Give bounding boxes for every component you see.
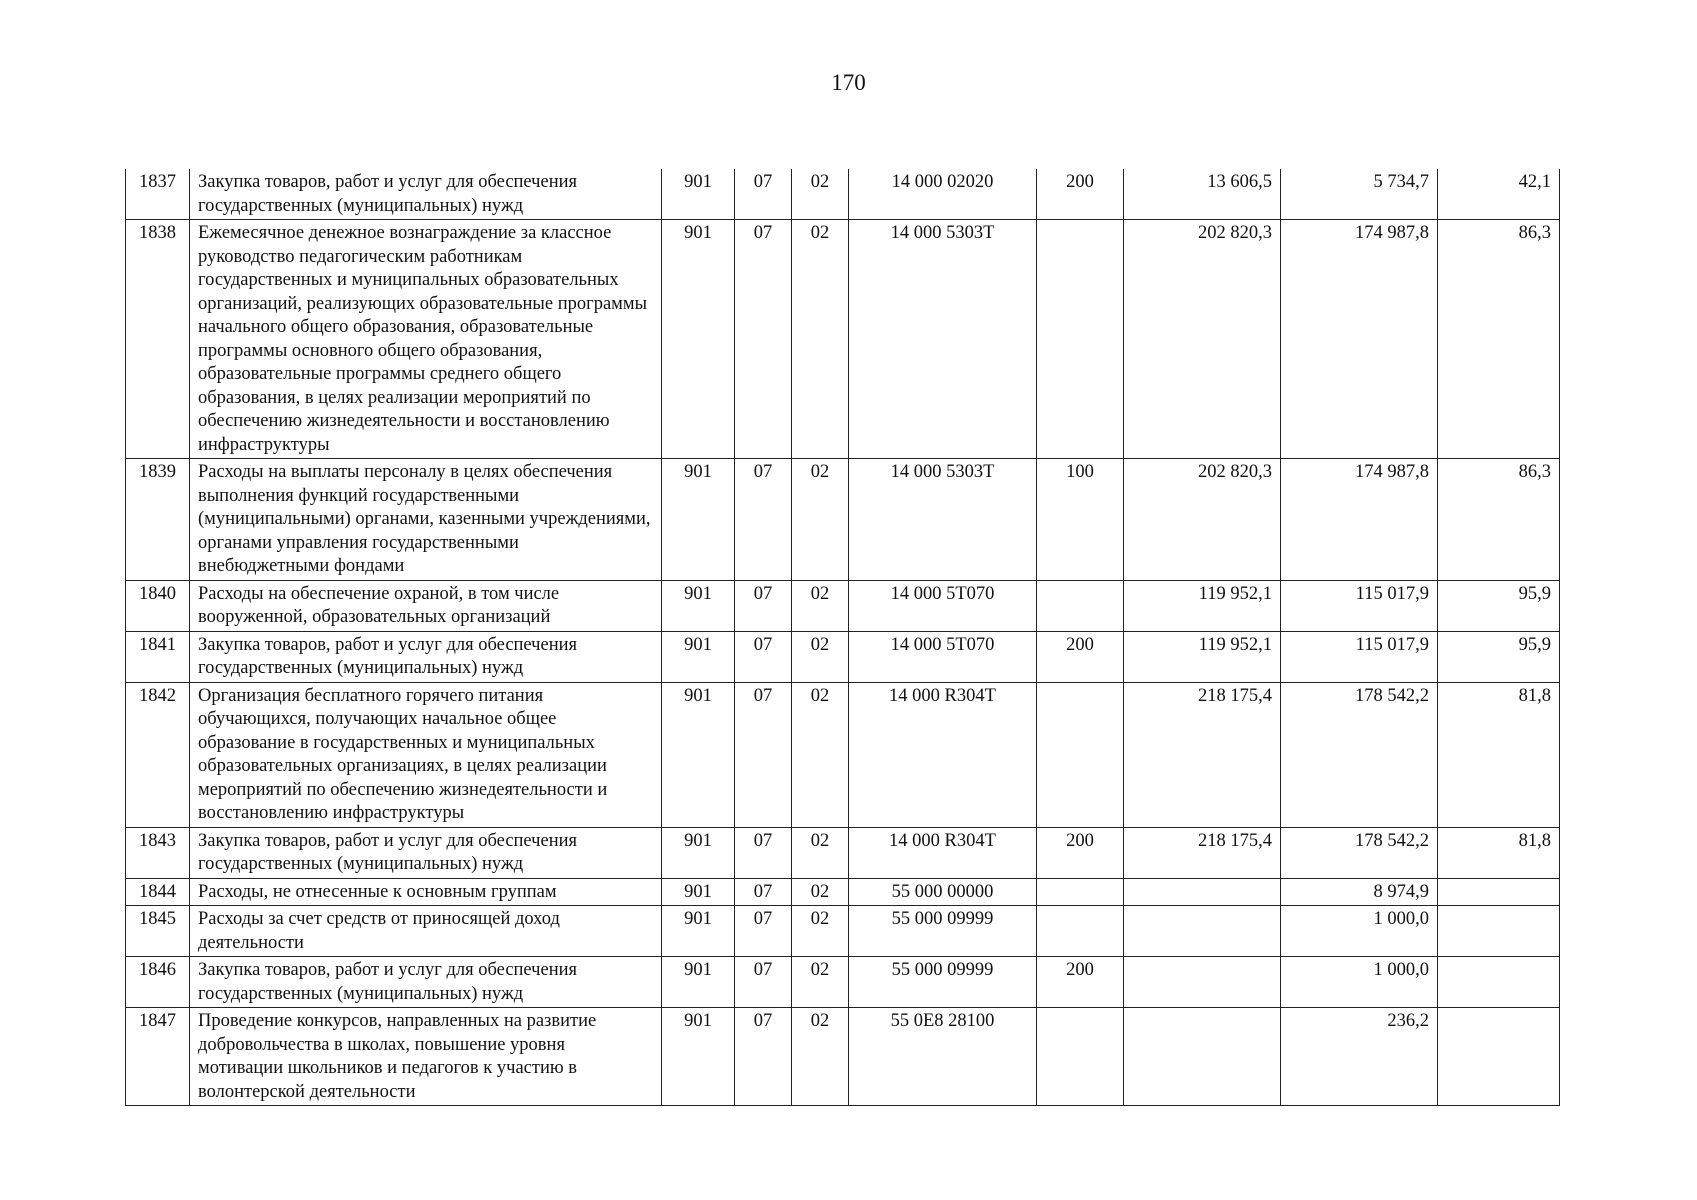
expense-name: Расходы, не отнесенные к основным группам xyxy=(190,878,662,906)
expense-type-code: 200 xyxy=(1037,957,1124,1008)
section-code: 07 xyxy=(735,957,792,1008)
ministry-code: 901 xyxy=(662,169,735,220)
subsection-code: 02 xyxy=(792,169,849,220)
subsection-code: 02 xyxy=(792,878,849,906)
ministry-code: 901 xyxy=(662,459,735,581)
subsection-code: 02 xyxy=(792,906,849,957)
row-number: 1843 xyxy=(126,827,190,878)
row-number: 1846 xyxy=(126,957,190,1008)
ministry-code: 901 xyxy=(662,631,735,682)
expense-name: Расходы на обеспечение охраной, в том числе вооруженной, образовательных организаций xyxy=(190,580,662,631)
expense-type-code: 100 xyxy=(1037,459,1124,581)
ministry-code: 901 xyxy=(662,906,735,957)
target-article-code: 14 000 5Т070 xyxy=(849,631,1037,682)
row-number: 1840 xyxy=(126,580,190,631)
executed-amount: 178 542,2 xyxy=(1281,682,1438,827)
executed-amount: 115 017,9 xyxy=(1281,631,1438,682)
section-code: 07 xyxy=(735,580,792,631)
section-code: 07 xyxy=(735,1008,792,1106)
execution-percent: 86,3 xyxy=(1438,459,1560,581)
executed-amount: 1 000,0 xyxy=(1281,906,1438,957)
table-row xyxy=(126,1008,1560,1106)
expense-type-code xyxy=(1037,878,1124,906)
ministry-code: 901 xyxy=(662,957,735,1008)
execution-percent xyxy=(1438,878,1560,906)
expense-type-code xyxy=(1037,1008,1124,1106)
table-row xyxy=(126,957,1560,1008)
planned-amount xyxy=(1124,957,1281,1008)
target-article-code: 14 000 5Т070 xyxy=(849,580,1037,631)
expense-type-code xyxy=(1037,580,1124,631)
ministry-code: 901 xyxy=(662,220,735,459)
table-row xyxy=(126,827,1560,878)
planned-amount: 202 820,3 xyxy=(1124,459,1281,581)
expense-name: Расходы на выплаты персоналу в целях обеспечения выполнения функций государственными (муниципальными) органами, казенными учреждениями, органами управления государственными внебюджетными фондами xyxy=(190,459,662,581)
row-number: 1845 xyxy=(126,906,190,957)
ministry-code: 901 xyxy=(662,827,735,878)
expense-type-code: 200 xyxy=(1037,169,1124,220)
subsection-code: 02 xyxy=(792,1008,849,1106)
row-number: 1838 xyxy=(126,220,190,459)
table-row xyxy=(126,682,1560,827)
row-number: 1841 xyxy=(126,631,190,682)
target-article-code: 55 000 09999 xyxy=(849,957,1037,1008)
execution-percent xyxy=(1438,957,1560,1008)
executed-amount: 5 734,7 xyxy=(1281,169,1438,220)
ministry-code: 901 xyxy=(662,580,735,631)
table-row xyxy=(126,459,1560,581)
execution-percent xyxy=(1438,1008,1560,1106)
section-code: 07 xyxy=(735,220,792,459)
section-code: 07 xyxy=(735,827,792,878)
planned-amount xyxy=(1124,878,1281,906)
row-number: 1837 xyxy=(126,169,190,220)
expense-name: Проведение конкурсов, направленных на развитие добровольчества в школах, повышение уровня мотивации школьников и педагогов к участию в волонтерской деятельности xyxy=(190,1008,662,1106)
planned-amount: 119 952,1 xyxy=(1124,580,1281,631)
target-article-code: 14 000 5303Т xyxy=(849,459,1037,581)
executed-amount: 236,2 xyxy=(1281,1008,1438,1106)
planned-amount: 218 175,4 xyxy=(1124,682,1281,827)
expense-type-code xyxy=(1037,220,1124,459)
execution-percent: 86,3 xyxy=(1438,220,1560,459)
subsection-code: 02 xyxy=(792,957,849,1008)
target-article-code: 55 0Е8 28100 xyxy=(849,1008,1037,1106)
target-article-code: 55 000 00000 xyxy=(849,878,1037,906)
table-row xyxy=(126,878,1560,906)
planned-amount: 119 952,1 xyxy=(1124,631,1281,682)
executed-amount: 1 000,0 xyxy=(1281,957,1438,1008)
section-code: 07 xyxy=(735,169,792,220)
target-article-code: 14 000 R304Т xyxy=(849,682,1037,827)
execution-percent: 81,8 xyxy=(1438,682,1560,827)
target-article-code: 14 000 R304Т xyxy=(849,827,1037,878)
executed-amount: 178 542,2 xyxy=(1281,827,1438,878)
subsection-code: 02 xyxy=(792,682,849,827)
executed-amount: 8 974,9 xyxy=(1281,878,1438,906)
expense-type-code: 200 xyxy=(1037,631,1124,682)
target-article-code: 14 000 02020 xyxy=(849,169,1037,220)
table-row xyxy=(126,220,1560,459)
subsection-code: 02 xyxy=(792,220,849,459)
expense-name: Организация бесплатного горячего питания обучающихся, получающих начальное общее образование в государственных и муниципальных образовательных организациях, в целях реализации мероприятий по обеспечению жизнедеятельности и восстановлению инфраструктуры xyxy=(190,682,662,827)
executed-amount: 115 017,9 xyxy=(1281,580,1438,631)
section-code: 07 xyxy=(735,631,792,682)
planned-amount xyxy=(1124,1008,1281,1106)
execution-percent: 95,9 xyxy=(1438,631,1560,682)
expense-type-code xyxy=(1037,906,1124,957)
execution-percent: 95,9 xyxy=(1438,580,1560,631)
planned-amount: 13 606,5 xyxy=(1124,169,1281,220)
table-row xyxy=(126,580,1560,631)
expense-type-code xyxy=(1037,682,1124,827)
expense-type-code: 200 xyxy=(1037,827,1124,878)
target-article-code: 55 000 09999 xyxy=(849,906,1037,957)
planned-amount: 218 175,4 xyxy=(1124,827,1281,878)
row-number: 1842 xyxy=(126,682,190,827)
expense-name: Ежемесячное денежное вознаграждение за классное руководство педагогическим работникам государственных и муниципальных образовательных организаций, реализующих образовательные программы начального общего образования, образовательные программы основного общего образования, образовательные программы среднего общего образования, в целях реализации мероприятий по обеспечению жизнедеятельности и восстановлению инфраструктуры xyxy=(190,220,662,459)
executed-amount: 174 987,8 xyxy=(1281,220,1438,459)
execution-percent xyxy=(1438,906,1560,957)
section-code: 07 xyxy=(735,878,792,906)
row-number: 1844 xyxy=(126,878,190,906)
planned-amount: 202 820,3 xyxy=(1124,220,1281,459)
planned-amount xyxy=(1124,906,1281,957)
section-code: 07 xyxy=(735,682,792,827)
expense-name: Расходы за счет средств от приносящей доход деятельности xyxy=(190,906,662,957)
table-row xyxy=(126,906,1560,957)
expense-name: Закупка товаров, работ и услуг для обеспечения государственных (муниципальных) нужд xyxy=(190,631,662,682)
row-number: 1839 xyxy=(126,459,190,581)
ministry-code: 901 xyxy=(662,878,735,906)
target-article-code: 14 000 5303Т xyxy=(849,220,1037,459)
execution-percent: 42,1 xyxy=(1438,169,1560,220)
execution-percent: 81,8 xyxy=(1438,827,1560,878)
expense-name: Закупка товаров, работ и услуг для обеспечения государственных (муниципальных) нужд xyxy=(190,827,662,878)
subsection-code: 02 xyxy=(792,459,849,581)
ministry-code: 901 xyxy=(662,682,735,827)
table-row xyxy=(126,631,1560,682)
subsection-code: 02 xyxy=(792,827,849,878)
section-code: 07 xyxy=(735,906,792,957)
expense-name: Закупка товаров, работ и услуг для обеспечения государственных (муниципальных) нужд xyxy=(190,169,662,220)
row-number: 1847 xyxy=(126,1008,190,1106)
section-code: 07 xyxy=(735,459,792,581)
subsection-code: 02 xyxy=(792,631,849,682)
page-number: 170 xyxy=(831,70,866,95)
table-row xyxy=(126,169,1560,220)
budget-table xyxy=(125,169,1560,1106)
executed-amount: 174 987,8 xyxy=(1281,459,1438,581)
ministry-code: 901 xyxy=(662,1008,735,1106)
expense-name: Закупка товаров, работ и услуг для обеспечения государственных (муниципальных) нужд xyxy=(190,957,662,1008)
subsection-code: 02 xyxy=(792,580,849,631)
